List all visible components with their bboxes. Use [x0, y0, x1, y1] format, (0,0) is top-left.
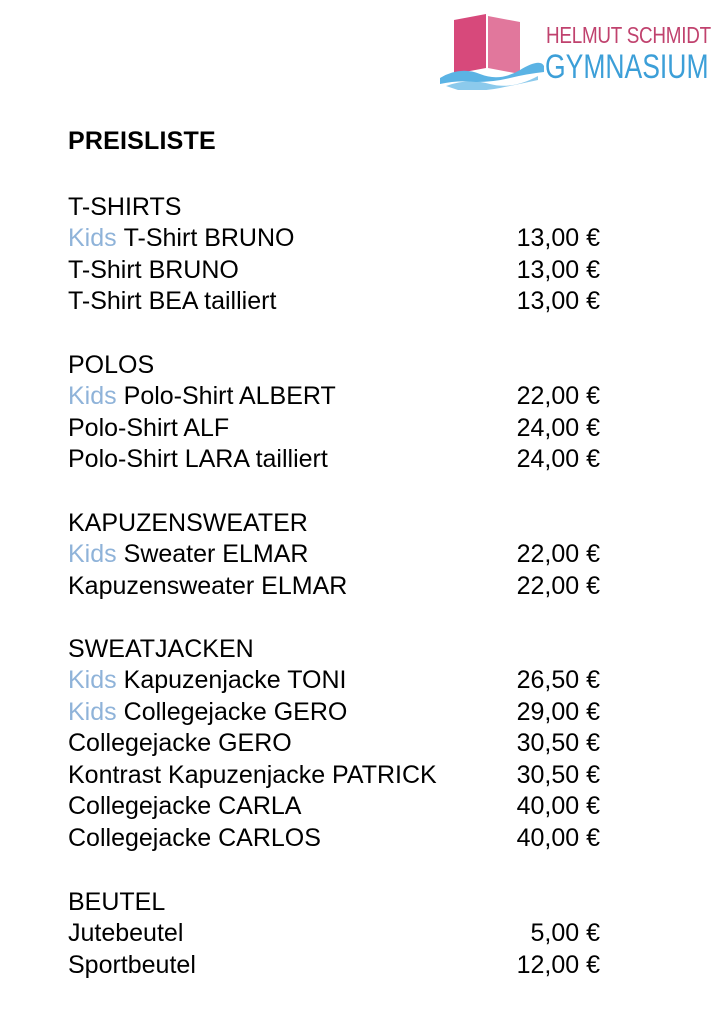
item-name: Sportbeutel	[68, 950, 196, 979]
price-section	[68, 191, 608, 318]
item-name: Kapuzenjacke TONI	[123, 666, 347, 694]
item-name-wrapper	[68, 223, 295, 255]
item-price: 40,00 €	[516, 792, 600, 821]
item-name: Sweater ELMAR	[123, 540, 309, 568]
book-left-page	[454, 14, 486, 74]
price-row	[68, 823, 608, 855]
item-name-wrapper	[68, 728, 292, 760]
book-spine	[486, 14, 488, 68]
price-section	[68, 886, 608, 981]
price-section	[68, 507, 608, 602]
section-heading: T-SHIRTS	[68, 193, 182, 221]
section-heading: SWEATJACKEN	[68, 635, 254, 663]
item-price: 5,00 €	[530, 919, 600, 947]
kids-label: Kids	[68, 666, 117, 694]
price-row	[68, 760, 608, 792]
item-name: Kontrast Kapuzenjacke PATRICK	[68, 760, 437, 789]
logo-text-line1: HELMUT SCHMIDT	[546, 22, 711, 48]
item-name: Polo-Shirt LARA tailliert	[68, 445, 328, 474]
item-price: 13,00 €	[516, 224, 600, 252]
price-row	[68, 697, 608, 729]
item-name: Collegejacke CARLA	[68, 792, 302, 821]
item-name-wrapper	[68, 950, 196, 982]
item-name-wrapper	[68, 381, 336, 413]
price-row	[68, 728, 608, 760]
item-name: T-Shirt BRUNO	[123, 224, 295, 252]
item-name: T-Shirt BEA tailliert	[68, 287, 277, 316]
price-section	[68, 633, 608, 855]
book-wave-logo-icon	[440, 12, 550, 90]
section-heading: POLOS	[68, 351, 155, 379]
item-price: 30,50 €	[516, 760, 600, 789]
price-section	[68, 349, 608, 476]
kids-label: Kids	[68, 697, 117, 726]
price-row	[68, 413, 608, 445]
price-row	[68, 571, 608, 603]
item-price: 22,00 €	[516, 571, 600, 600]
price-row	[68, 918, 608, 950]
item-name-wrapper	[68, 760, 437, 792]
price-row	[68, 950, 608, 982]
item-name-wrapper	[68, 697, 347, 729]
logo-text-line2: GYMNASIUM	[545, 48, 709, 86]
section-heading: KAPUZENSWEATER	[68, 509, 308, 537]
section-heading: BEUTEL	[68, 888, 166, 916]
item-price: 12,00 €	[516, 950, 600, 979]
kids-label: Kids	[68, 224, 117, 252]
item-price: 22,00 €	[516, 382, 600, 410]
book-right-page	[488, 16, 520, 74]
item-price: 29,00 €	[516, 697, 600, 726]
item-name-wrapper	[68, 918, 183, 950]
item-name-wrapper	[68, 286, 276, 318]
item-name-wrapper	[68, 255, 239, 287]
item-name-wrapper	[68, 413, 229, 445]
item-price: 22,00 €	[516, 540, 600, 568]
item-name: T-Shirt BRUNO	[68, 255, 239, 284]
item-name: Kapuzensweater ELMAR	[68, 571, 348, 600]
item-name: Polo-Shirt ALF	[68, 413, 230, 442]
item-name-wrapper	[68, 539, 308, 571]
item-price: 13,00 €	[516, 255, 600, 284]
price-row	[68, 381, 608, 413]
page-title: PREISLISTE	[68, 127, 216, 155]
item-name: Polo-Shirt ALBERT	[123, 382, 336, 410]
item-price: 24,00 €	[516, 413, 600, 442]
item-name: Jutebeutel	[68, 919, 184, 947]
item-name-wrapper	[68, 444, 328, 476]
item-name: Collegejacke CARLOS	[68, 823, 321, 852]
item-name: Collegejacke GERO	[68, 729, 292, 758]
kids-label: Kids	[68, 540, 117, 568]
item-price: 26,50 €	[516, 666, 600, 694]
price-row	[68, 539, 608, 571]
item-price: 30,50 €	[516, 729, 600, 758]
price-row	[68, 223, 608, 255]
item-name: Collegejacke GERO	[123, 697, 348, 726]
price-row	[68, 444, 608, 476]
school-logo	[440, 12, 712, 90]
item-name-wrapper	[68, 823, 321, 855]
price-row	[68, 665, 608, 697]
item-name-wrapper	[68, 665, 346, 697]
item-price: 40,00 €	[516, 823, 600, 852]
price-row	[68, 791, 608, 823]
kids-label: Kids	[68, 382, 117, 410]
item-name-wrapper	[68, 571, 347, 603]
price-row	[68, 286, 608, 318]
item-price: 13,00 €	[516, 287, 600, 316]
item-price: 24,00 €	[516, 445, 600, 474]
price-row	[68, 255, 608, 287]
item-name-wrapper	[68, 791, 301, 823]
